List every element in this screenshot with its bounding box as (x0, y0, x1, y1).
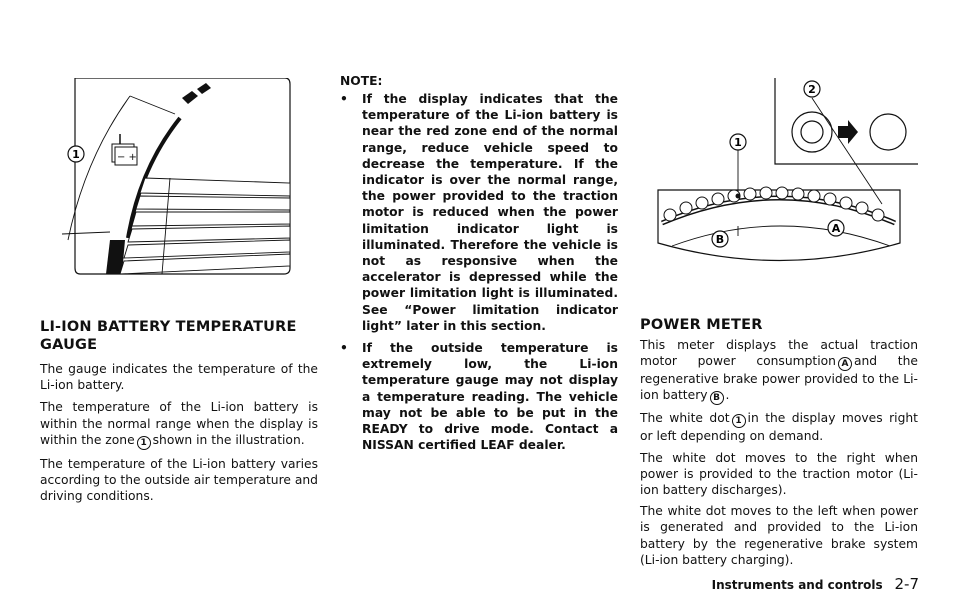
paragraph: The white dot moves to the left when power is generated and provided to the Li-ion battery by the regenerative brake system (Li-ion battery charging). (640, 504, 918, 567)
svg-text:A: A (831, 222, 841, 235)
page-number: 2-7 (894, 575, 919, 593)
left-column (40, 78, 318, 504)
paragraph: The white dot moves to the right when power is provided to the traction motor (Li-ion battery discharges). (640, 450, 918, 498)
callout-1 (730, 134, 746, 150)
bullet-symbol: • (340, 341, 348, 356)
callout-2 (804, 81, 820, 97)
battery-icon (112, 134, 137, 165)
note-bullet: • If the outside temperature is extremely low, the Li-ion temperature gauge may not display a temperature reading. The vehicle may not be able to be put in the READY to drive mode. Contact a NISSAN certified LEAF dealer. (340, 341, 618, 453)
middle-column (340, 73, 618, 453)
callout-1 (68, 146, 84, 162)
note-bullet: • If the display indicates that the temperature of the Li-ion battery is near the red zone end of the normal range, reduce vehicle speed to decrease the temperature. If the indicator is over the normal range, the power provided to the traction motor is reduced when the power limitation indicator light is illuminated. Therefore the vehicle is not as responsive when the accelerator is depressed while the power limitation light is illuminated. See “Power limitation indicator light” later in this section. (340, 92, 618, 333)
paragraph: This meter displays the actual traction motor power consumption A and the regenerative brake power provided to the Li-ion battery B . (640, 338, 918, 404)
svg-text:1: 1 (734, 136, 742, 149)
svg-text:B: B (715, 233, 725, 246)
label-b (712, 231, 728, 247)
label-a (828, 220, 844, 236)
arrow-right-icon (838, 120, 858, 144)
page-footer (712, 575, 919, 593)
svg-text:1: 1 (72, 148, 80, 161)
power-meter-illustration (640, 78, 918, 268)
callout-ref-a: A (838, 357, 852, 371)
callout-ref-b: B (710, 391, 724, 405)
svg-text:2: 2 (808, 83, 816, 96)
paragraph: The temperature of the Li-ion battery varies according to the outside air temperature and driving conditions. (40, 456, 318, 504)
paragraph: The gauge indicates the temperature of the Li-ion battery. (40, 362, 318, 393)
section-heading-power-meter: POWER METER (640, 317, 763, 333)
note-title: NOTE: (340, 74, 383, 88)
bullet-symbol: • (340, 92, 348, 106)
battery-temperature-gauge-illustration (40, 78, 300, 278)
section-heading-battery-gauge: LI-ION BATTERY TEMPERATURE GAUGE (40, 319, 297, 353)
callout-ref-1: 1 (732, 414, 746, 428)
paragraph: The white dot 1 in the display moves right or left depending on demand. (640, 411, 918, 444)
callout-ref-1: 1 (137, 436, 151, 450)
paragraph: The temperature of the Li-ion battery is within the normal range when the display is within the zone 1 shown in the illustration. (40, 400, 318, 448)
right-column (640, 78, 918, 568)
svg-text:− +: − + (117, 152, 137, 163)
footer-section-title: Instruments and controls (711, 578, 883, 592)
